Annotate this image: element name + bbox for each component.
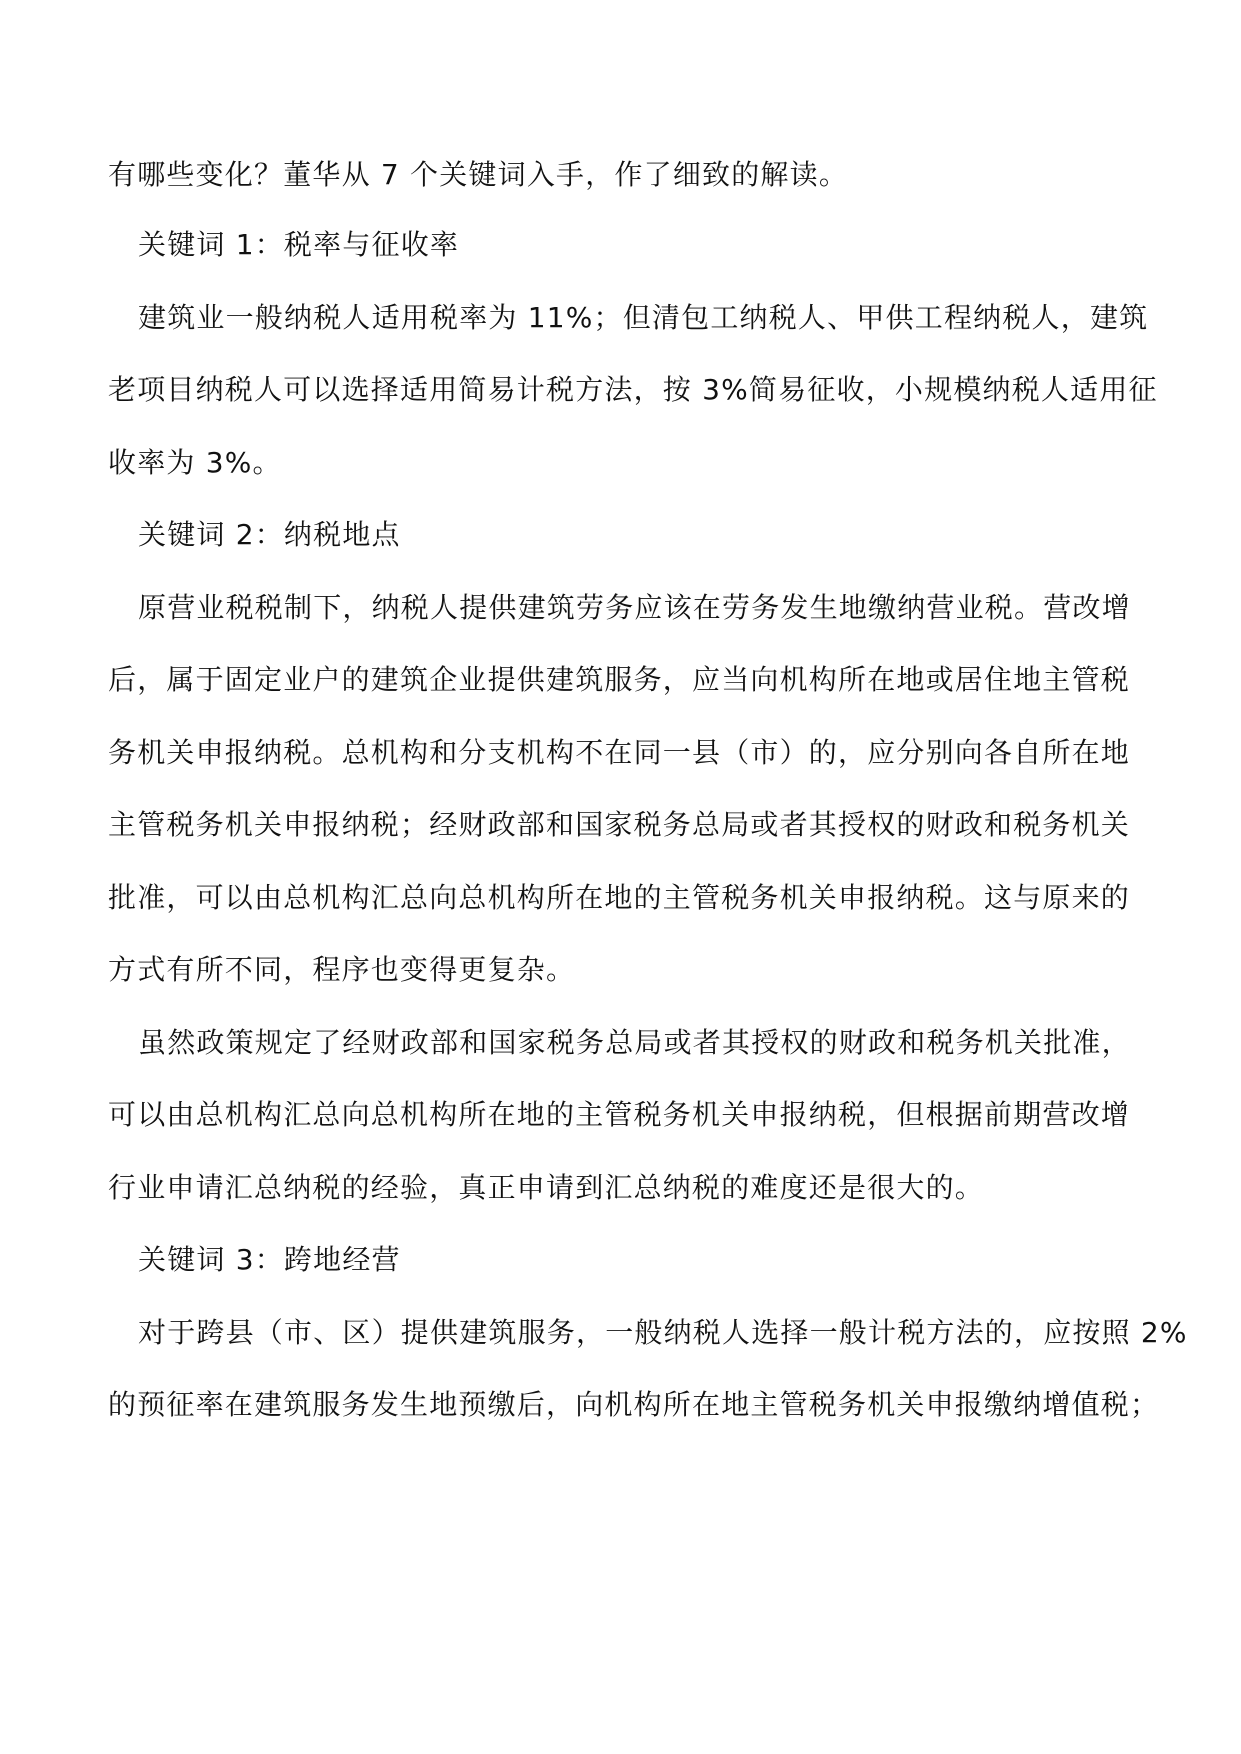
keyword-2-heading: 关键词 2：纳税地点 — [138, 518, 401, 551]
paragraph-line: 对于跨县（市、区）提供建筑服务，一般纳税人选择一般计税方法的，应按照 2% — [138, 1316, 1188, 1349]
paragraph-line: 批准，可以由总机构汇总向总机构所在地的主管税务机关申报纳税。这与原来的 — [108, 881, 1131, 914]
paragraph-line: 的预征率在建筑服务发生地预缴后，向机构所在地主管税务机关申报缴纳增值税； — [108, 1388, 1160, 1421]
keyword-3-heading: 关键词 3：跨地经营 — [138, 1243, 401, 1276]
paragraph-line: 收率为 3%。 — [108, 446, 282, 479]
paragraph-line: 建筑业一般纳税人适用税率为 11%；但清包工纳税人、甲供工程纳税人，建筑 — [138, 301, 1149, 334]
paragraph-line: 方式有所不同，程序也变得更复杂。 — [108, 953, 576, 986]
paragraph-line: 务机关申报纳税。总机构和分支机构不在同一县（市）的，应分别向各自所在地 — [108, 736, 1131, 769]
paragraph-line: 可以由总机构汇总向总机构所在地的主管税务机关申报纳税，但根据前期营改增 — [108, 1098, 1131, 1131]
paragraph-continuation-line: 有哪些变化？董华从 7 个关键词入手，作了细致的解读。 — [108, 158, 849, 191]
paragraph-line: 后，属于固定业户的建筑企业提供建筑服务，应当向机构所在地或居住地主管税 — [108, 663, 1131, 696]
keyword-1-heading: 关键词 1：税率与征收率 — [138, 228, 460, 261]
paragraph-line: 虽然政策规定了经财政部和国家税务总局或者其授权的财政和税务机关批准， — [138, 1026, 1131, 1059]
paragraph-line: 行业申请汇总纳税的经验，真正申请到汇总纳税的难度还是很大的。 — [108, 1171, 985, 1204]
paragraph-line: 主管税务机关申报纳税；经财政部和国家税务总局或者其授权的财政和税务机关 — [108, 808, 1131, 841]
paragraph-line: 老项目纳税人可以选择适用简易计税方法，按 3%简易征收，小规模纳税人适用征 — [108, 373, 1158, 406]
paragraph-line: 原营业税税制下，纳税人提供建筑劳务应该在劳务发生地缴纳营业税。营改增 — [138, 591, 1131, 624]
